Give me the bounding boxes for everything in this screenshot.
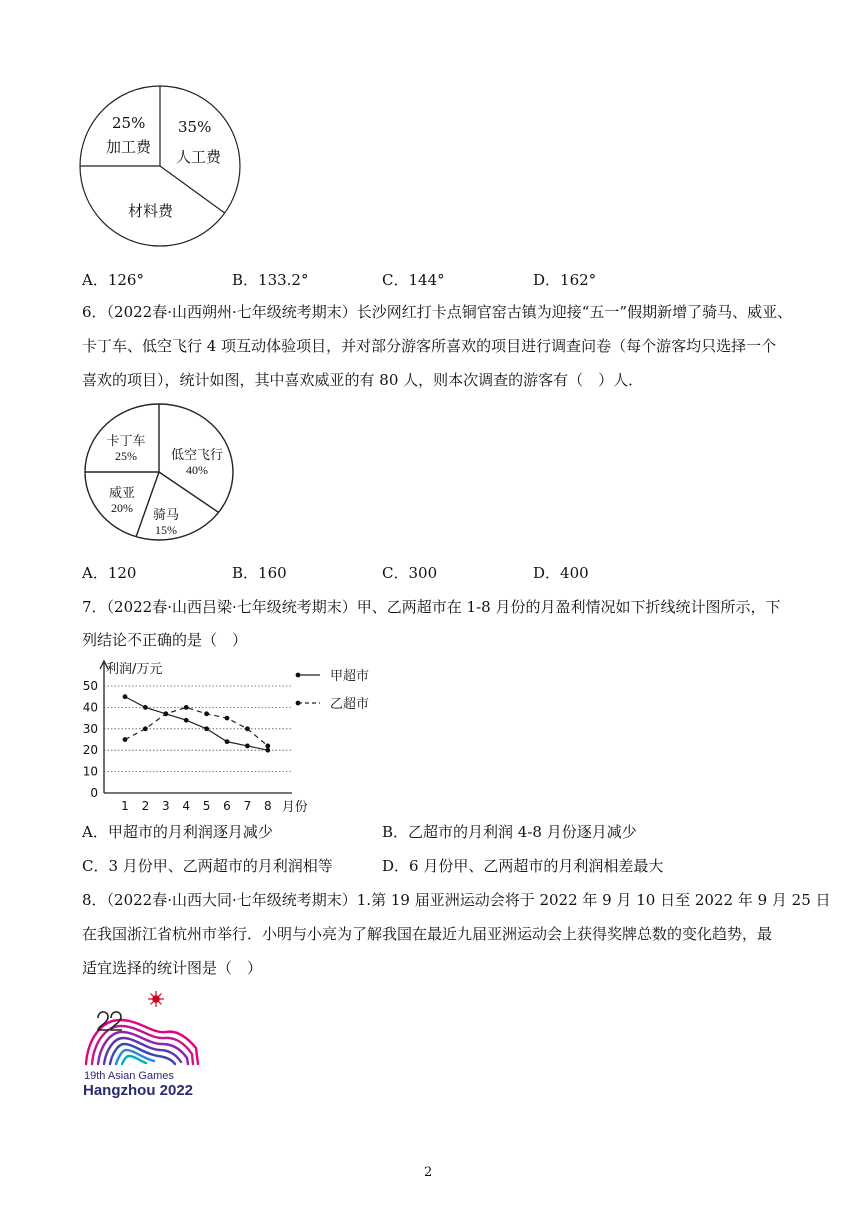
q5-option-a[interactable]: A．126°	[82, 271, 144, 289]
q7-option-c[interactable]: C．3 月份甲、乙两超市的月利润相等	[82, 857, 333, 875]
data-point-series-2	[265, 744, 270, 749]
q7-option-a[interactable]: A．甲超市的月利润逐月减少	[82, 823, 273, 841]
q6-option-c[interactable]: C．300	[382, 564, 438, 582]
y-tick-label: 40	[82, 700, 98, 715]
slice-label-kading-name: 卡丁车	[106, 434, 146, 449]
data-point-series-2	[163, 711, 168, 716]
slice-label-weiya-name: 威亚	[108, 486, 135, 501]
x-tick-label: 8	[263, 799, 272, 813]
slice-label-cailiao: 材料费	[128, 202, 174, 220]
data-point-series-2	[225, 716, 230, 721]
data-point-series-1	[245, 744, 250, 749]
x-tick-label: 4	[182, 799, 191, 813]
slice-label-qima-name: 骑马	[152, 508, 179, 523]
data-point-series-1	[123, 694, 128, 699]
asian-games-emblem-icon	[80, 990, 205, 1070]
q7-line-2: 列结论不正确的是（ ）	[82, 631, 248, 649]
q6-option-d[interactable]: D．400	[533, 564, 589, 582]
slice-label-jiagong: 加工费	[106, 138, 152, 156]
pie2-divider-right	[159, 472, 218, 512]
line-chart-svg	[80, 655, 400, 815]
data-point-series-2	[245, 726, 250, 731]
data-point-series-1	[265, 748, 270, 753]
x-tick-label: 2	[141, 799, 150, 813]
data-point-series-1	[143, 705, 148, 710]
pie-chart-costs-svg	[78, 84, 242, 248]
q6-line-1: 6．（2022春·山西朔州·七年级统考期末）长沙网红打卡点铜官窑古镇为迎接“五一”假期新增了骑马、威亚、	[82, 303, 793, 321]
y-tick-label: 50	[82, 679, 98, 693]
y-tick-label: 20	[82, 743, 98, 758]
q7-option-d[interactable]: D．6 月份甲、乙两超市的月利润相差最大	[382, 857, 664, 875]
q6-line-2: 卡丁车、低空飞行 4 项互动体验项目，并对部分游客所喜欢的项目进行调查问卷（每个游客均只选择一个	[82, 337, 777, 355]
slice-label-dikong-name: 低空飞行	[170, 448, 223, 463]
q5-option-d[interactable]: D．162°	[533, 271, 597, 289]
q7-option-b[interactable]: B．乙超市的月利润 4-8 月份逐月减少	[382, 823, 637, 841]
slice-label-kading-pct: 25%	[115, 449, 137, 463]
x-tick-label: 3	[161, 799, 170, 813]
slice-label-dikong	[162, 448, 232, 478]
slice-label-rengong-pct: 35%	[178, 118, 212, 136]
line-chart-profits	[80, 655, 400, 815]
data-point-series-1	[225, 739, 230, 744]
q6-option-b[interactable]: B．160	[232, 564, 287, 582]
q5-option-b[interactable]: B．133.2°	[232, 271, 309, 289]
legend-marker-2	[296, 701, 301, 706]
legend-label-2: 乙超市	[330, 697, 370, 712]
q8-line-2: 在我国浙江省杭州市举行．小明与小亮为了解我国在最近九届亚洲运动会上获得奖牌总数的变化趋势，最	[82, 925, 773, 943]
x-tick-label: 1	[121, 799, 129, 813]
legend-label-1: 甲超市	[330, 669, 370, 684]
y-tick-label: 10	[82, 764, 98, 779]
slice-label-rengong: 人工费	[176, 148, 222, 166]
pie-chart-costs	[78, 84, 242, 248]
logo-line-2: Hangzhou 2022	[83, 1082, 194, 1099]
q8-line-1: 8．（2022春·山西大同·七年级统考期末）1.第 19 届亚洲运动会将于 2022 年 9 月 10 日至 2022 年 9 月 25 日	[82, 891, 831, 909]
q7-line-1: 7．（2022春·山西吕梁·七年级统考期末）甲、乙两超市在 1-8 月份的月盈利情况如下折线统计图所示，下	[82, 598, 781, 616]
slice-label-dikong-pct: 40%	[186, 463, 208, 477]
data-point-series-2	[204, 711, 209, 716]
data-point-series-2	[123, 737, 128, 742]
legend-marker-1	[296, 673, 301, 678]
data-point-series-1	[204, 726, 209, 731]
y-tick-label: 30	[82, 721, 98, 736]
y-tick-label: 0	[90, 786, 98, 800]
slice-label-kading	[96, 434, 156, 464]
x-axis-label: 月份	[281, 800, 308, 815]
y-axis-label: 利润/万元	[106, 662, 163, 677]
q6-line-3: 喜欢的项目），统计如图，其中喜欢威亚的有 80 人，则本次调查的游客有（ ）人．	[82, 371, 644, 389]
data-point-series-2	[184, 705, 189, 710]
x-tick-label: 5	[202, 799, 211, 813]
slice-label-weiya-pct: 20%	[111, 501, 133, 515]
q6-option-a[interactable]: A．120	[82, 564, 137, 582]
asian-games-logo	[80, 990, 205, 1115]
sun-icon	[148, 991, 164, 1007]
x-tick-label: 6	[223, 799, 231, 813]
slice-label-qima-pct: 15%	[155, 523, 177, 537]
series-line-1	[125, 697, 268, 751]
slice-label-jiagong-pct: 25%	[112, 114, 146, 132]
pie-chart-activities	[82, 400, 238, 544]
q8-line-3: 适宜选择的统计图是（ ）	[82, 959, 263, 977]
page-number: 2	[424, 1165, 433, 1180]
slice-label-qima	[140, 508, 192, 538]
data-point-series-2	[143, 726, 148, 731]
q5-option-c[interactable]: C．144°	[382, 271, 445, 289]
logo-line-1: 19th Asian Games	[84, 1070, 174, 1082]
data-point-series-1	[184, 718, 189, 723]
x-tick-label: 7	[243, 799, 252, 813]
